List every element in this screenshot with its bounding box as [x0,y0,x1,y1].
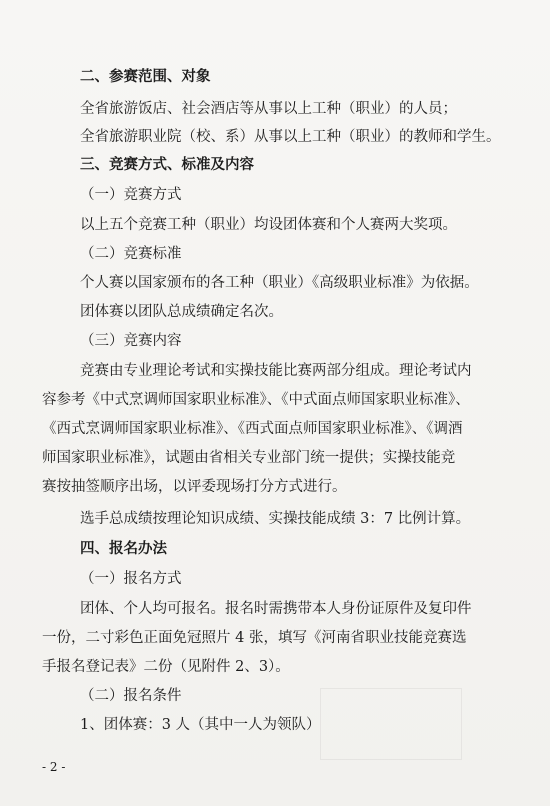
paragraph-line: 团体、个人均可报名。报名时需携带本人身份证原件及复印件 [80,601,472,617]
paragraph-line: 《西式烹调师国家职业标准》、《西式面点师国家职业标准》、《调酒 [42,421,463,437]
paragraph-line: 全省旅游饭店、社会酒店等从事以上工种（职业）的人员； [80,101,457,117]
paragraph-line: 团体赛以团队总成绩确定名次。 [80,304,283,320]
section-heading-2: 二、参赛范围、对象 [80,69,211,85]
subheading: （二）报名条件 [80,688,182,704]
section-heading-4: 四、报名办法 [80,541,167,557]
paragraph-line: 赛按抽签顺序出场，以评委现场打分方式进行。 [42,479,347,495]
paragraph-line: 容参考《中式烹调师国家职业标准》、《中式面点师国家职业标准》、 [42,392,470,408]
paragraph-line: 以上五个竞赛工种（职业）均设团体赛和个人赛两大奖项。 [80,217,457,233]
subheading: （二）竞赛标准 [80,246,182,262]
subheading: （一）报名方式 [80,571,182,587]
subheading: （一）竞赛方式 [80,187,182,203]
subheading: （三）竞赛内容 [80,333,182,349]
section-heading-3: 三、竞赛方式、标准及内容 [80,157,254,173]
paragraph-line: 师国家职业标准》，试题由省相关专业部门统一提供；实操技能竞 [42,450,456,466]
paragraph-line: 一份，二寸彩色正面免冠照片 4 张，填写《河南省职业技能竞赛选 [42,630,467,646]
paragraph-line: 竞赛由专业理论考试和实操技能比赛两部分组成。理论考试内 [80,363,472,379]
paragraph-line: 选手总成绩按理论知识成绩、实操技能成绩 3：7 比例计算。 [80,511,471,527]
paragraph-line: 全省旅游职业院（校、系）从事以上工种（职业）的教师和学生。 [80,129,501,145]
paragraph-line: 个人赛以国家颁布的各工种（职业）《高级职业标准》为依据。 [80,275,479,291]
paragraph-line: 1、团体赛：3 人（其中一人为领队） [80,717,321,733]
show-through-table [320,688,462,760]
paragraph-line: 手报名登记表》二份（见附件 2、3）。 [42,659,290,675]
page-number: - 2 - [42,760,66,774]
